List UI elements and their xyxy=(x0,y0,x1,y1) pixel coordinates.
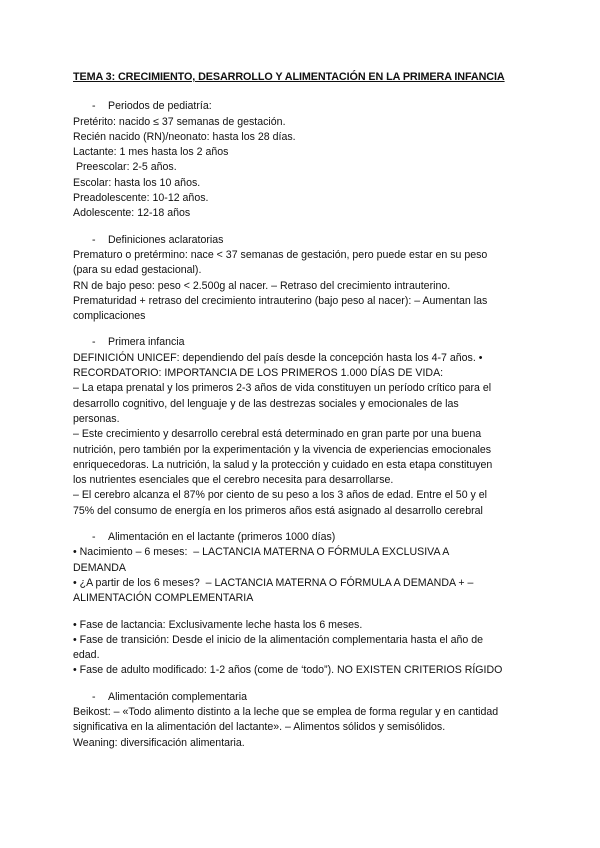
section-heading-text: Alimentación en el lactante (primeros 1000 días) xyxy=(108,531,336,544)
text-line: Prematuro o pretérmino: nace < 37 semanas de gestación, pero puede estar en su peso xyxy=(73,248,488,261)
text-line: Escolar: hasta los 10 años. xyxy=(73,176,201,189)
dash-bullet: - xyxy=(92,336,96,349)
text-line: Pretérito: nacido ≤ 37 semanas de gestación. xyxy=(73,115,286,128)
text-line: personas. xyxy=(73,412,120,425)
text-line: • Nacimiento – 6 meses: – LACTANCIA MATERNA O FÓRMULA EXCLUSIVA A xyxy=(73,546,450,559)
section-periodos-de-pediatria xyxy=(73,99,543,221)
text-line: nutrición, pero también por la experimentación y la vivencia de experiencias emocionales xyxy=(73,443,492,456)
text-line: • Fase de adulto modificado: 1-2 años (come de ‘todo”). NO EXISTEN CRITERIOS RÍGIDO xyxy=(73,664,503,677)
text-line: – La etapa prenatal y los primeros 2-3 años de vida constituyen un período crítico para el xyxy=(73,382,492,395)
text-line: edad. xyxy=(73,649,100,662)
text-line: enriquecedoras. La nutrición, la salud y la protección y cuidado en esta etapa constituyen xyxy=(73,458,493,471)
text-line: (para su edad gestacional). xyxy=(73,264,202,277)
text-line: – Este crecimiento y desarrollo cerebral está determinado en gran parte por una buena xyxy=(73,428,482,441)
text-line: • ¿A partir de los 6 meses? – LACTANCIA MATERNA O FÓRMULA A DEMANDA + – xyxy=(73,576,474,589)
text-line: Prematuridad + retraso del crecimiento intrauterino (bajo peso al nacer): – Aumentan las xyxy=(73,294,488,307)
text-line: Adolescente: 12-18 años xyxy=(73,207,191,220)
section-primera-infancia xyxy=(73,335,543,519)
section-heading-text: Definiciones aclaratorias xyxy=(108,233,224,246)
text-line: complicaciones xyxy=(73,310,146,323)
text-line: significativa en la alimentación del lactante». – Alimentos sólidos y semisólidos. xyxy=(73,721,446,734)
dash-bullet: - xyxy=(92,690,96,703)
section-heading xyxy=(73,233,543,248)
text-line: 75% del consumo de energía en los primeros años está asignado al desarrollo cerebral xyxy=(73,504,483,517)
section-heading-text: Alimentación complementaria xyxy=(108,690,247,703)
section-alimentacion-complementaria xyxy=(73,690,543,751)
text-line: desarrollo cognitivo, del lenguaje y de las destrezas sociales y emocionales de las xyxy=(73,397,459,410)
text-line: DEMANDA xyxy=(73,561,126,574)
text-line: Beikost: – «Todo alimento distinto a la leche que se emplea de forma regular y en cantidad xyxy=(73,705,499,718)
text-line: RECORDATORIO: IMPORTANCIA DE LOS PRIMEROS 1.000 DÍAS DE VIDA: xyxy=(73,367,444,380)
section-heading-text: Periodos de pediatría: xyxy=(108,100,212,113)
section-heading xyxy=(73,335,543,350)
blank-line xyxy=(73,607,543,618)
text-line: – El cerebro alcanza el 87% por ciento de su peso a los 3 años de edad. Entre el 50 y el xyxy=(73,489,488,502)
dash-bullet: - xyxy=(92,233,96,246)
text-line: Preescolar: 2-5 años. xyxy=(73,161,177,174)
text-line: • Fase de lactancia: Exclusivamente leche hasta los 6 meses. xyxy=(73,618,363,631)
section-alimentacion-en-el-lactante-primeros-1000-dias xyxy=(73,530,543,679)
document-title: TEMA 3: CRECIMIENTO, DESARROLLO Y ALIMENTACIÓN EN LA PRIMERA INFANCIA xyxy=(73,71,505,83)
text-line: RN de bajo peso: peso < 2.500g al nacer. – Retraso del crecimiento intrauterino. xyxy=(73,279,451,292)
section-heading xyxy=(73,690,543,705)
text-line: ALIMENTACIÓN COMPLEMENTARIA xyxy=(73,592,254,605)
text-line: Recién nacido (RN)/neonato: hasta los 28 días. xyxy=(73,130,296,143)
text-line: • Fase de transición: Desde el inicio de la alimentación complementaria hasta el año de xyxy=(73,633,484,646)
dash-bullet: - xyxy=(92,100,96,113)
text-line: Lactante: 1 mes hasta los 2 años xyxy=(73,146,229,159)
section-heading-text: Primera infancia xyxy=(108,336,185,349)
section-definiciones-aclaratorias xyxy=(73,233,543,325)
text-line: DEFINICIÓN UNICEF: dependiendo del país desde la concepción hasta los 4-7 años. • xyxy=(73,351,483,364)
text-line: Preadolescente: 10-12 años. xyxy=(73,192,209,205)
section-heading xyxy=(73,99,543,114)
section-heading xyxy=(73,530,543,545)
dash-bullet: - xyxy=(92,531,96,544)
text-line: los nutrientes esenciales que el cerebro necesita para desarrollarse. xyxy=(73,474,394,487)
document-body xyxy=(73,99,543,751)
text-line: Weaning: diversificación alimentaria. xyxy=(73,736,245,749)
document-page xyxy=(73,70,543,751)
